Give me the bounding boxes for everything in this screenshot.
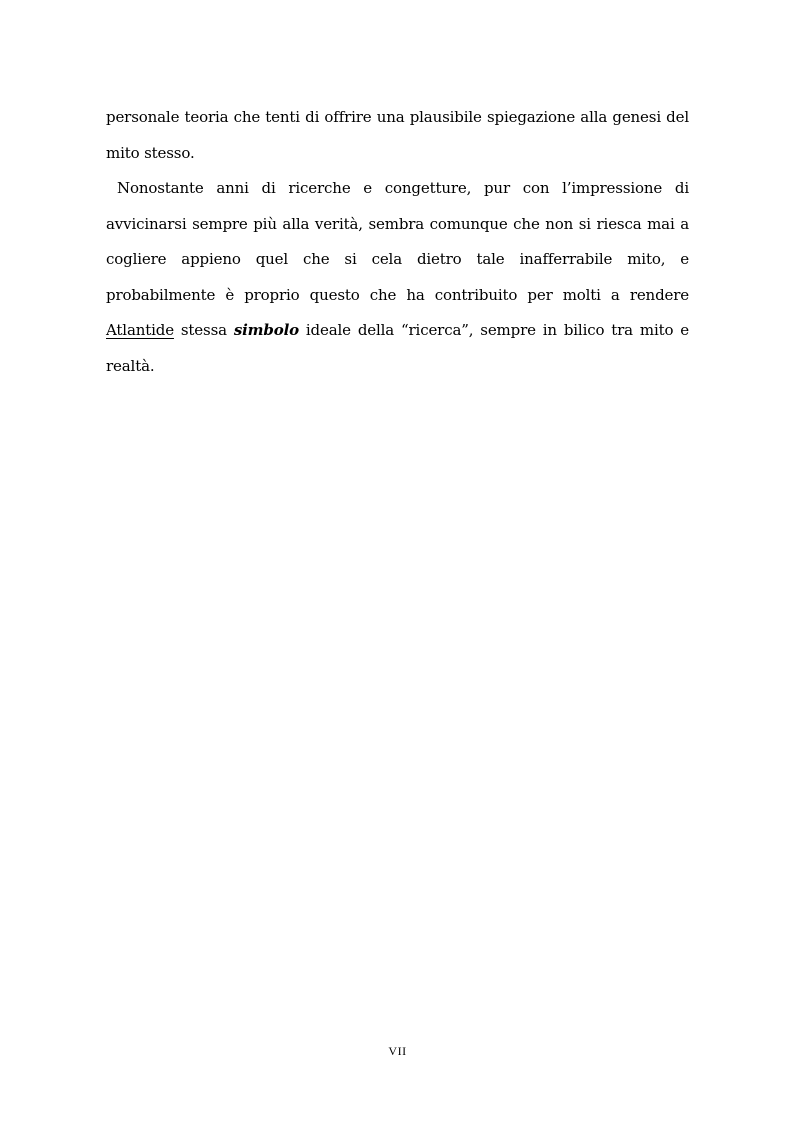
page-number: VII (388, 1044, 407, 1058)
simbolo-emphasis: simbolo (233, 321, 299, 339)
atlantide-underlined: Atlantide (106, 321, 174, 339)
paragraph-2 (106, 171, 689, 384)
paragraph-1 (106, 100, 689, 171)
paragraph-2-text-a: Nonostante anni di ricerche e congetture, pur con l’impressione di avvicinarsi sempre più alla verità, sembra comunque che non si riesca mai a cogliere appieno quel che si cela dietro tale inafferrabile mito, e probabilmente è proprio questo che ha contribuito per molti a rendere (106, 179, 689, 304)
body-text (106, 100, 689, 384)
paragraph-2-text-c: ideale della “ricerca”, sempre in bilico tra mito e realtà. (106, 321, 689, 375)
paragraph-2-text-b: stessa (173, 321, 234, 339)
paragraph-1-text: personale teoria che tenti di offrire una plausibile spiegazione alla genesi del mito stesso. (106, 108, 689, 162)
